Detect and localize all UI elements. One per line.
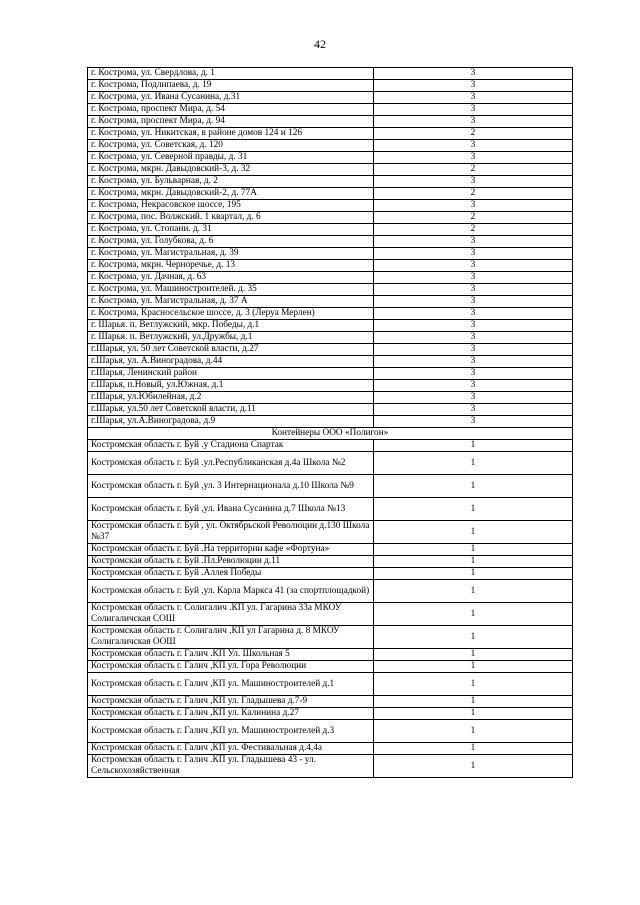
table-row [88, 673, 573, 696]
count-cell: 1 [374, 580, 573, 603]
table-row [88, 416, 573, 428]
table-row [88, 104, 573, 116]
address-cell: г. Кострома, Красносельское шоссе, д. 3 (Леруа Мерлен) [88, 308, 374, 320]
address-cell: г. Кострома, ул. Магистральная, д. 39 [88, 248, 374, 260]
count-cell: 3 [374, 272, 573, 284]
count-cell: 3 [374, 380, 573, 392]
address-cell: Костромская область г. Буй .Аллея Победы [88, 568, 374, 580]
table-row [88, 661, 573, 673]
count-cell: 2 [374, 224, 573, 236]
table-row [88, 755, 573, 778]
count-cell: 3 [374, 152, 573, 164]
table-row [88, 320, 573, 332]
count-cell: 3 [374, 104, 573, 116]
count-cell: 1 [374, 475, 573, 498]
count-cell: 1 [374, 440, 573, 452]
count-cell: 1 [374, 452, 573, 475]
address-cell: г. Кострома, мкрн. Давыдовский-2, д. 77А [88, 188, 374, 200]
count-cell: 1 [374, 649, 573, 661]
table-row [88, 68, 573, 80]
count-cell: 3 [374, 332, 573, 344]
table-row [88, 344, 573, 356]
table-row [88, 521, 573, 544]
count-cell: 3 [374, 260, 573, 272]
address-cell: г. Шарья. п. Ветлужский, ул.Дружбы, д.1 [88, 332, 374, 344]
count-cell: 1 [374, 720, 573, 743]
count-cell: 2 [374, 188, 573, 200]
count-cell: 1 [374, 755, 573, 778]
table-row [88, 188, 573, 200]
address-cell: г. Кострома, Подлипаева, д. 19 [88, 80, 374, 92]
table-row [88, 696, 573, 708]
count-cell: 3 [374, 68, 573, 80]
count-cell: 3 [374, 92, 573, 104]
address-cell: г. Кострома, пос. Волжский. 1 квартал, д. 6 [88, 212, 374, 224]
table-row [88, 626, 573, 649]
table-row [88, 368, 573, 380]
address-cell: г. Кострома, ул. Бульварная, д. 2 [88, 176, 374, 188]
count-cell: 3 [374, 368, 573, 380]
address-cell: г. Кострома, ул. Машиностроителей. д. 35 [88, 284, 374, 296]
address-cell: Костромская область г. Галич ,КП ул. Гора Революции [88, 661, 374, 673]
address-cell: Костромская область г. Буй .Пл.Революции д.11 [88, 556, 374, 568]
count-cell: 3 [374, 176, 573, 188]
address-cell: г. Кострома, ул. Стопани. д. 31 [88, 224, 374, 236]
address-cell: г. Кострома, ул. Голубкова, д. 6 [88, 236, 374, 248]
table-row [88, 80, 573, 92]
table-row [88, 332, 573, 344]
count-cell: 3 [374, 344, 573, 356]
address-cell: г. Кострома, ул. Ивана Сусанина, д.31 [88, 92, 374, 104]
table-row [88, 720, 573, 743]
address-cell: г. Кострома, ул. Никитская, в районе домов 124 и 126 [88, 128, 374, 140]
section-header-row [88, 428, 573, 440]
table-row [88, 380, 573, 392]
table-row [88, 116, 573, 128]
table-row [88, 544, 573, 556]
container-sites-table [87, 67, 573, 778]
address-cell: Костромская область г. Буй .ул.Республиканская д.4а Школа №2 [88, 452, 374, 475]
table-row [88, 212, 573, 224]
address-cell: г. Кострома, ул. Магистральная, д. 37 А [88, 296, 374, 308]
count-cell: 1 [374, 568, 573, 580]
table-row [88, 296, 573, 308]
count-cell: 3 [374, 236, 573, 248]
table-row [88, 140, 573, 152]
table-row [88, 392, 573, 404]
table-row [88, 128, 573, 140]
count-cell: 2 [374, 128, 573, 140]
address-cell: г. Кострома, Некрасовское шоссе, 195 [88, 200, 374, 212]
table-row [88, 475, 573, 498]
address-cell: г. Кострома, ул. Северной правды, д. 31 [88, 152, 374, 164]
section-title: Контейнеры ООО «Полигон» [88, 428, 573, 440]
table-row [88, 176, 573, 188]
count-cell: 1 [374, 498, 573, 521]
count-cell: 1 [374, 556, 573, 568]
address-cell: Костромская область г. Галич ,КП ул. Машиностроителей д.3 [88, 720, 374, 743]
address-cell: г. Кострома, мкрн. Давыдовский-3, д. 32 [88, 164, 374, 176]
count-cell: 2 [374, 212, 573, 224]
count-cell: 3 [374, 284, 573, 296]
table-row [88, 708, 573, 720]
table-row [88, 603, 573, 626]
count-cell: 1 [374, 544, 573, 556]
address-cell: г. Кострома, ул. Свердлова, д. 1 [88, 68, 374, 80]
address-cell: г.Шарья, ул.50 лет Советской власти, д.11 [88, 404, 374, 416]
table-row [88, 164, 573, 176]
address-cell: г.Шарья, п.Новый, ул.Южная, д.1 [88, 380, 374, 392]
count-cell: 3 [374, 404, 573, 416]
table-row [88, 224, 573, 236]
table-row [88, 92, 573, 104]
table-row [88, 236, 573, 248]
count-cell: 3 [374, 296, 573, 308]
count-cell: 3 [374, 320, 573, 332]
table-row [88, 649, 573, 661]
count-cell: 3 [374, 116, 573, 128]
table-row [88, 200, 573, 212]
address-cell: Костромская область г. Галич ,КП ул. Фестивальная д.4,4а [88, 743, 374, 755]
count-cell: 3 [374, 200, 573, 212]
address-cell: г.Шарья, ул. А.Виноградова, д.44 [88, 356, 374, 368]
count-cell: 3 [374, 356, 573, 368]
address-cell: Костромская область г. Буй , ул. Октябрьской Революции д.130 Школа №37 [88, 521, 374, 544]
table-row [88, 272, 573, 284]
count-cell: 1 [374, 708, 573, 720]
count-cell: 1 [374, 603, 573, 626]
count-cell: 1 [374, 661, 573, 673]
address-cell: Костромская область г. Галич ,КП ул. Калинина д.27 [88, 708, 374, 720]
table-row [88, 404, 573, 416]
table-row [88, 248, 573, 260]
count-cell: 3 [374, 80, 573, 92]
address-cell: Костромская область г. Галич .КП Ул. Школьная 5 [88, 649, 374, 661]
address-cell: г.Шарья, ул.А.Виноградова, д.9 [88, 416, 374, 428]
table-row [88, 580, 573, 603]
table-row [88, 440, 573, 452]
table-body [88, 68, 573, 778]
address-cell: г. Кострома, ул. Советская, д. 120 [88, 140, 374, 152]
table-row [88, 556, 573, 568]
count-cell: 1 [374, 696, 573, 708]
address-cell: Костромская область г. Буй .На территории кафе «Фортуна» [88, 544, 374, 556]
address-cell: г. Кострома, ул. Дачная, д. 63 [88, 272, 374, 284]
address-cell: г.Шарья, Ленинский район [88, 368, 374, 380]
count-cell: 3 [374, 308, 573, 320]
count-cell: 1 [374, 626, 573, 649]
address-cell: г.Шарья, ул. 50 лет Советской власти, д.27 [88, 344, 374, 356]
table-row [88, 356, 573, 368]
count-cell: 1 [374, 743, 573, 755]
address-cell: Костромская область г. Буй .у Стадиона Спартак [88, 440, 374, 452]
address-cell: Костромская область г. Солигалич .КП ул. Гагарина 33а МКОУ Солигаличская СОШ [88, 603, 374, 626]
address-cell: Костромская область г. Галич ,КП ул. Гладышева д.7-9 [88, 696, 374, 708]
address-cell: Костромская область г. Солигалич ,КП ул Гагарина д. 8 МКОУ Солигаличская ООШ [88, 626, 374, 649]
table-row [88, 152, 573, 164]
table-row [88, 284, 573, 296]
address-cell: Костромская область г. Буй ,ул. Ивана Сусанина д.7 Школа №13 [88, 498, 374, 521]
count-cell: 2 [374, 164, 573, 176]
count-cell: 3 [374, 248, 573, 260]
table-row [88, 308, 573, 320]
table-row [88, 260, 573, 272]
address-cell: Костромская область г. Галич .КП ул. Гладышева 43 - ул. Сельскохозяйственная [88, 755, 374, 778]
table-row [88, 498, 573, 521]
page-number: 42 [314, 37, 326, 51]
table-row [88, 743, 573, 755]
address-cell: Костромская область г. Буй ,ул. Карла Маркса 41 (за спортплощадкой) [88, 580, 374, 603]
count-cell: 1 [374, 673, 573, 696]
count-cell: 3 [374, 416, 573, 428]
address-cell: г. Кострома, проспект Мира, д. 94 [88, 116, 374, 128]
count-cell: 3 [374, 140, 573, 152]
address-cell: г.Шарья, ул.Юбилейная, д.2 [88, 392, 374, 404]
table-row [88, 452, 573, 475]
table-row [88, 568, 573, 580]
count-cell: 1 [374, 521, 573, 544]
address-cell: г. Шарья. п. Ветлужский, мкр. Победы, д.1 [88, 320, 374, 332]
count-cell: 3 [374, 392, 573, 404]
address-cell: Костромская область г. Буй ,ул. 3 Интернационала д.10 Школа №9 [88, 475, 374, 498]
address-cell: г. Кострома, проспект Мира, д. 54 [88, 104, 374, 116]
address-cell: Костромская область г. Галич ,КП ул. Машиностроителей д.1 [88, 673, 374, 696]
address-cell: г. Кострома, мкрн. Черноречье, д. 13 [88, 260, 374, 272]
